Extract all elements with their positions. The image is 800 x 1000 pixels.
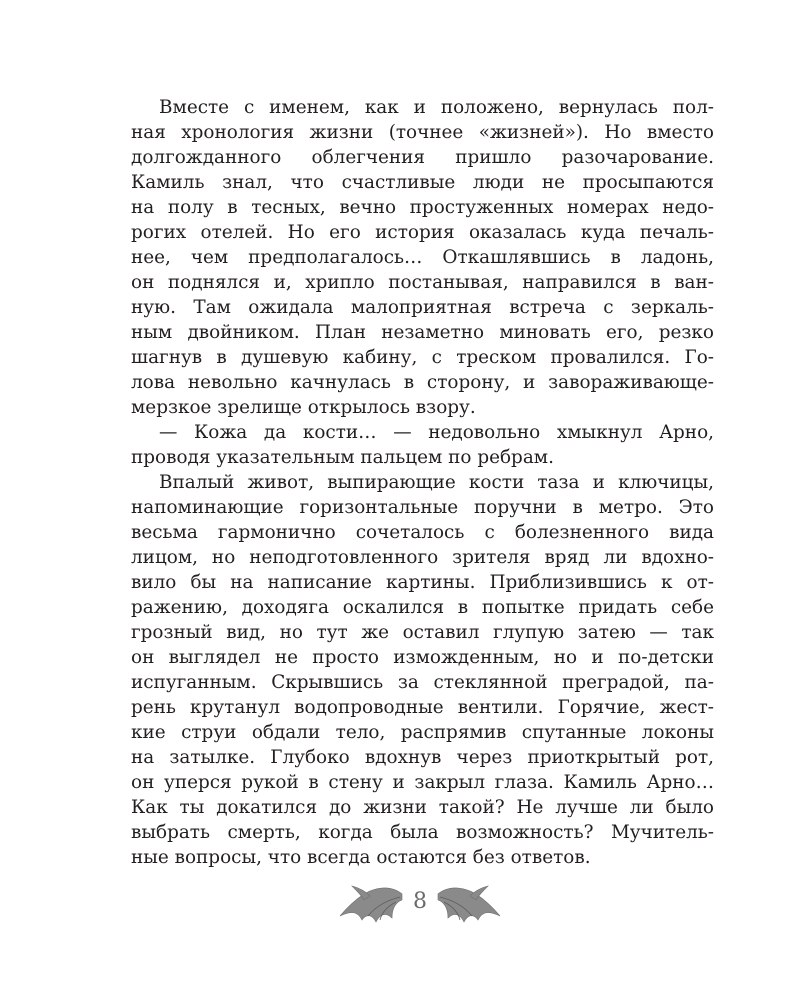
paragraph-2-dialogue bbox=[131, 420, 714, 470]
text-line: Вместе с именем, как и положено, вернулась пол- bbox=[159, 97, 714, 118]
text-line: грозный вид, но тут же оставил глупую затею — так bbox=[131, 622, 714, 643]
text-line: на затылке. Глубоко вдохнув через приоткрытый рот, bbox=[131, 747, 714, 768]
text-line: Камиль знал, что счастливые люди не просыпаются bbox=[131, 172, 714, 193]
body-text bbox=[131, 95, 714, 870]
text-line: шагнув в душевую кабину, с треском провалился. Го- bbox=[131, 347, 714, 368]
text-line: кие струи обдали тело, распрямив спутанные локоны bbox=[131, 722, 714, 743]
text-line: он выглядел не просто изможденным, но и по-детски bbox=[131, 647, 714, 668]
text-line: выбрать смерть, когда была возможность? Мучитель- bbox=[131, 822, 714, 843]
text-line: весьма гармонично сочеталось с болезненного вида bbox=[131, 522, 714, 543]
text-line: ражению, доходяга оскалился в попытке придать себе bbox=[131, 597, 714, 618]
text-line: — Кожа да кости… — недовольно хмыкнул Арно, bbox=[159, 422, 714, 443]
page-number: 8 bbox=[413, 889, 427, 914]
paragraph-1 bbox=[131, 95, 714, 420]
text-line: лова невольно качнулась в сторону, и завораживающе- bbox=[131, 372, 714, 393]
text-line: нее, чем предполагалось… Откашлявшись в ладонь, bbox=[131, 247, 714, 268]
page-number-ornament bbox=[330, 880, 510, 930]
text-line: лицом, но неподготовленного зрителя вряд ли вдохно- bbox=[131, 547, 714, 568]
text-line: на полу в тесных, вечно простуженных номерах недо- bbox=[131, 197, 714, 218]
text-line: ные вопросы, что всегда остаются без ответов. bbox=[131, 847, 591, 868]
text-line: мерзкое зрелище открылось взору. bbox=[131, 397, 476, 418]
text-line: вило бы на написание картины. Приблизившись к от- bbox=[131, 572, 714, 593]
text-line: напоминающие горизонтальные поручни в метро. Это bbox=[131, 497, 714, 518]
text-line: испуганным. Скрывшись за стеклянной преградой, па- bbox=[131, 672, 714, 693]
paragraph-3 bbox=[131, 470, 714, 870]
text-line: Как ты докатился до жизни такой? Не лучше ли было bbox=[131, 797, 714, 818]
text-line: рогих отелей. Но его история оказалась куда печаль- bbox=[131, 222, 714, 243]
text-line: ная хронология жизни (точнее «жизней»). Но вместо bbox=[131, 122, 714, 143]
text-line: долгожданного облегчения пришло разочарование. bbox=[131, 147, 714, 168]
text-line: проводя указательным пальцем по ребрам. bbox=[131, 447, 554, 468]
text-line: Впалый живот, выпирающие кости таза и ключицы, bbox=[159, 472, 714, 493]
text-line: он уперся рукой в стену и закрыл глаза. Камиль Арно… bbox=[131, 772, 714, 793]
text-line: он поднялся и, хрипло постанывая, направился в ван- bbox=[131, 272, 714, 293]
text-line: рень крутанул водопроводные вентили. Горячие, жест- bbox=[131, 697, 714, 718]
text-line: ным двойником. План незаметно миновать его, резко bbox=[131, 322, 714, 343]
text-line: ную. Там ожидала малоприятная встреча с зеркаль- bbox=[131, 297, 714, 318]
